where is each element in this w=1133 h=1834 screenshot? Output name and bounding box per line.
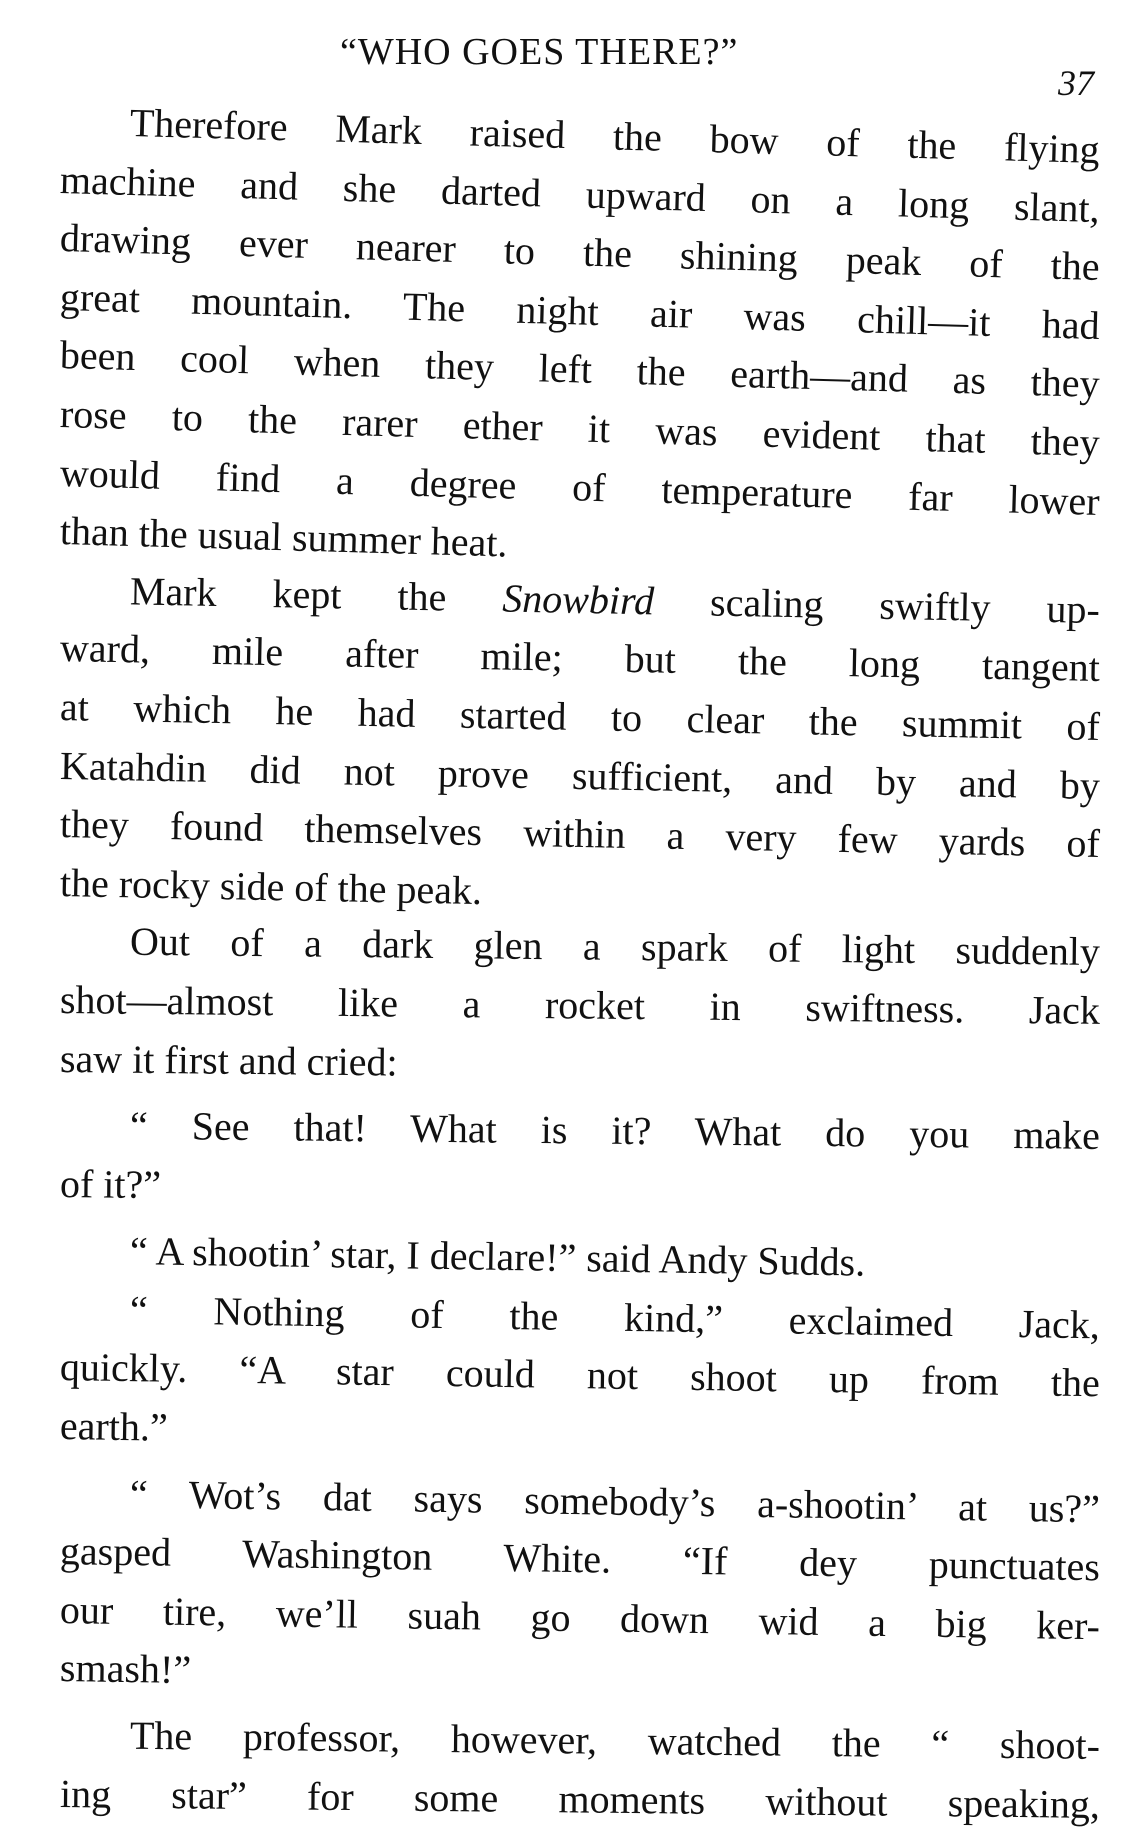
text-fragment: Mark kept the (129, 568, 503, 621)
text-fragment: scaling swiftly up- (653, 578, 1101, 632)
text-line: “ Nothing of the kind,” exclaimed Jack, (129, 1286, 1101, 1348)
paragraph-6 (60, 1280, 1100, 1456)
text-line: shot—almost like a rocket in swiftness. Jack (59, 976, 1101, 1033)
text-line: ing star” for some moments without speaking, (59, 1770, 1101, 1827)
paragraph-2 (60, 561, 1100, 913)
text-line: ward, mile after mile; but the long tangent (59, 625, 1101, 691)
text-line: drawing ever nearer to the shining peak of the (59, 215, 1101, 290)
text-line: smash!” (59, 1645, 192, 1693)
text-line: quickly. “A star could not shoot up from the (59, 1344, 1101, 1406)
text-line: our tire, we’ll suah go down wid a big ker- (59, 1586, 1101, 1649)
paragraph-5 (60, 1221, 1100, 1285)
text-line: “ See that! What is it? What do you make (129, 1102, 1101, 1158)
text-line: would find a degree of temperature far lower (59, 449, 1101, 524)
text-line: of it?” (59, 1160, 162, 1207)
paragraph-3 (60, 912, 1100, 1088)
text-line: “ Wot’s dat says somebody’s a-shootin’ at us?” (129, 1470, 1101, 1531)
text-line: The professor, however, watched the “ shoot- (129, 1712, 1101, 1768)
text-line: rose to the rarer ether it was evident that they (59, 390, 1101, 465)
text-line: saw it first and cried: (59, 1035, 398, 1085)
text-line: they found themselves within a very few yards of (59, 801, 1101, 867)
paragraph-7 (60, 1464, 1100, 1698)
text-line: great mountain. The night air was chill—it had (59, 273, 1101, 348)
text-line: Therefore Mark raised the bow of the flying (129, 99, 1101, 173)
paragraph-1 (59, 92, 1101, 566)
text-line: gasped Washington White. “If dey punctuates (59, 1528, 1101, 1590)
ship-name-snowbird: Snowbird (501, 575, 655, 624)
text-line: at which he had started to clear the summit of (59, 683, 1101, 749)
text-line: “ A shootin’ star, I declare!” said Andy Sudds. (129, 1228, 866, 1285)
body-text (59, 92, 1101, 1827)
paragraph-4 (60, 1096, 1100, 1213)
running-head: “WHO GOES THERE?” (340, 31, 739, 73)
text-line: machine and she darted upward on a long slant, (59, 156, 1101, 231)
text-line: Out of a dark glen a spark of light suddenly (129, 919, 1101, 975)
text-line: been cool when they left the earth—and as they (59, 332, 1101, 407)
page-number: 37 (1058, 63, 1094, 103)
text-line: earth.” (59, 1403, 169, 1450)
text-line: Katahdin did not prove sufficient, and by and by (59, 742, 1101, 808)
text-line: the rocky side of the peak. (59, 859, 483, 913)
text-line: than the usual summer heat. (59, 508, 509, 566)
paragraph-8 (59, 1706, 1101, 1827)
